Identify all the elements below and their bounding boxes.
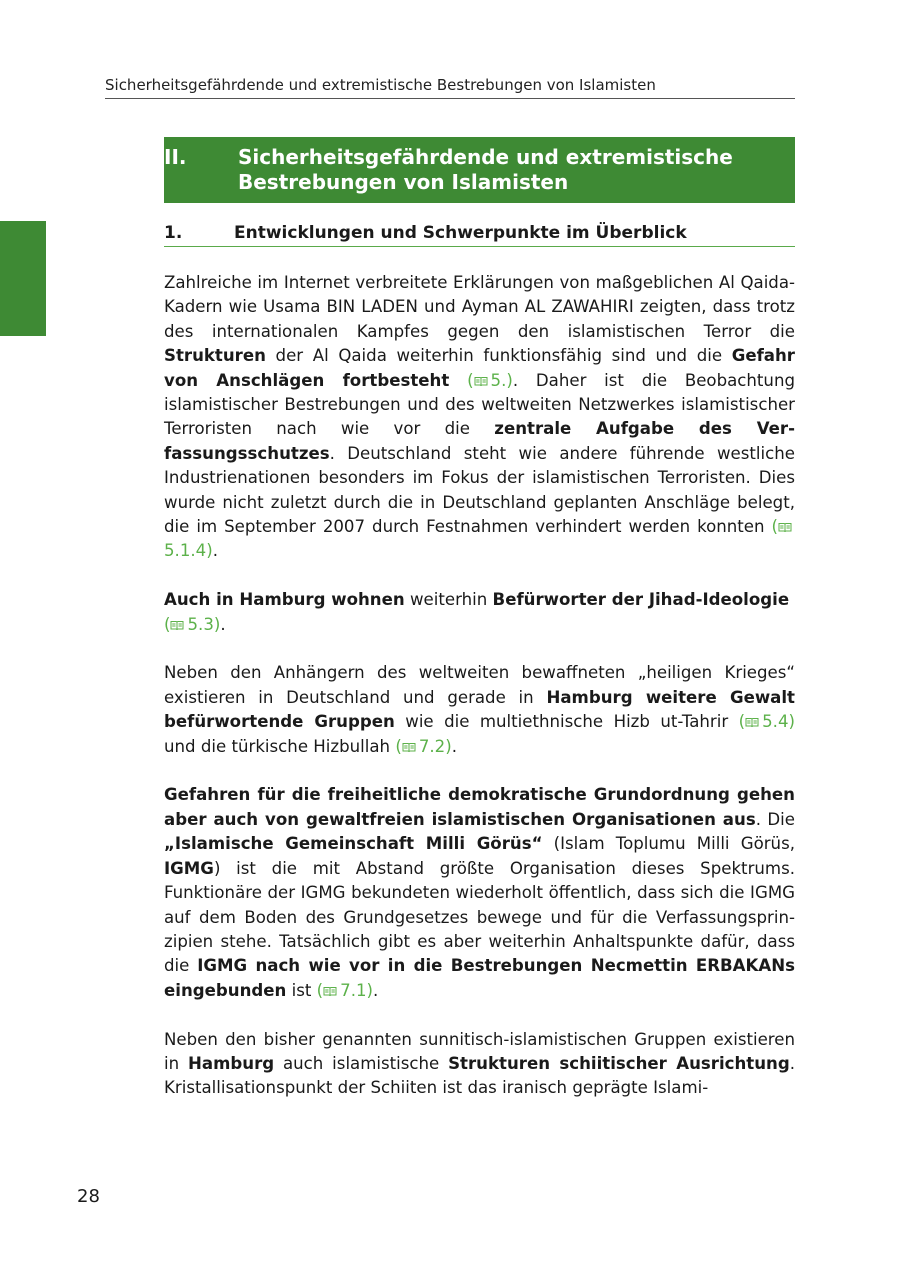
- cross-reference[interactable]: ( 5.): [467, 370, 513, 390]
- chapter-title-line1: Sicherheitsgefährdende und extremistische: [238, 145, 733, 169]
- cross-reference[interactable]: (5.1.4): [164, 517, 795, 560]
- paragraph-1: Zahlreiche im Internet verbreitete Erklärungen von maßgeblichen Al Qaida-Kadern wie Usama BIN LADEN und Ayman AL ZAWAHIRI zeigten, dass trotz des internationalen Kampfes gegen den islamistischen Terror die Strukturen der Al Qaida weiterhin funktionsfähig sind und die Gefahr von Anschlägen fortbesteht ( 5.). Daher ist die Beobachtung islamistischer Bestrebungen und des weltweiten Netzwerkes islamistischer Terroristen nach wie vor die zentrale Aufgabe des Verfassungsschutzes. Deutschland steht wie andere führende westliche Industrienationen besonders im Fokus der islamistischen Terroristen. Dies wurde nicht zuletzt durch die in Deutschland geplanten Anschläge belegt, die im September 2007 durch Festnahmen verhindert werden konnten (5.1.4).: [164, 273, 795, 561]
- chapter-title-line2: Bestrebungen von Islamisten: [238, 170, 569, 194]
- paragraph-4: Gefahren für die freiheitliche demokratische Grundordnung gehen aber auch von gewaltfreien islamistischen Organisationen aus. Die „Islamische Gemeinschaft Milli Görüs“ (Islam Toplumu Milli Görüs, IGMG) ist die mit Abstand größte Organisation dieses Spektrums. Funktionäre der IGMG bekundeten wiederholt öffentlich, dass sich die IGMG auf dem Boden des Grundgesetzes bewege und für die Verfassungsprinzipien stehe. Tatsächlich gibt es aber weiterhin Anhaltspunkte dafür, dass die IGMG nach wie vor in die Bestrebungen Necmettin ERBAKANs eingebunden ist ( 7.1).: [164, 785, 795, 1000]
- book-icon: [323, 986, 337, 997]
- section-title: Entwicklungen und Schwerpunkte im Überblick: [234, 223, 687, 243]
- chapter-heading-box: [164, 137, 795, 203]
- paragraph-2: Auch in Hamburg wohnen weiterhin Befürworter der Jihad-Ideologie ( 5.3).: [164, 590, 790, 634]
- section-heading: [164, 222, 795, 247]
- paragraph-5: Neben den bisher genannten sunnitisch-islamistischen Gruppen existieren in Hamburg auch islamistische Strukturen schiitischer Ausrichtung. Kristallisationspunkt der Schiiten ist das iranisch geprägte Islami-: [164, 1029, 796, 1098]
- body-text: [164, 271, 795, 1101]
- book-icon: [745, 717, 759, 728]
- chapter-number: II.: [164, 145, 187, 169]
- chapter-side-tab: [0, 221, 46, 336]
- section-number: 1.: [164, 223, 183, 243]
- cross-reference[interactable]: ( 7.2): [395, 736, 452, 756]
- cross-reference[interactable]: ( 7.1): [316, 980, 374, 1000]
- book-icon: [474, 376, 488, 387]
- cross-reference[interactable]: ( 5.3): [164, 614, 221, 634]
- running-header: Sicherheitsgefährdende und extremistische Bestrebungen von Islamisten: [105, 76, 656, 94]
- book-icon: [778, 522, 792, 533]
- chapter-title: [238, 145, 788, 195]
- paragraph-3: Neben den Anhängern des weltweiten bewaffneten „heiligen Krieges“ existieren in Deutschland und gerade in Hamburg weitere Gewalt befürwortende Gruppen wie die multiethnische Hizb ut-Tahrir ( 5.4) und die türkische Hizbullah ( 7.2).: [164, 663, 795, 756]
- header-rule: [105, 98, 795, 99]
- book-icon: [402, 742, 416, 753]
- page-number: 28: [77, 1186, 100, 1207]
- cross-reference[interactable]: ( 5.4): [738, 712, 795, 732]
- book-icon: [170, 620, 184, 631]
